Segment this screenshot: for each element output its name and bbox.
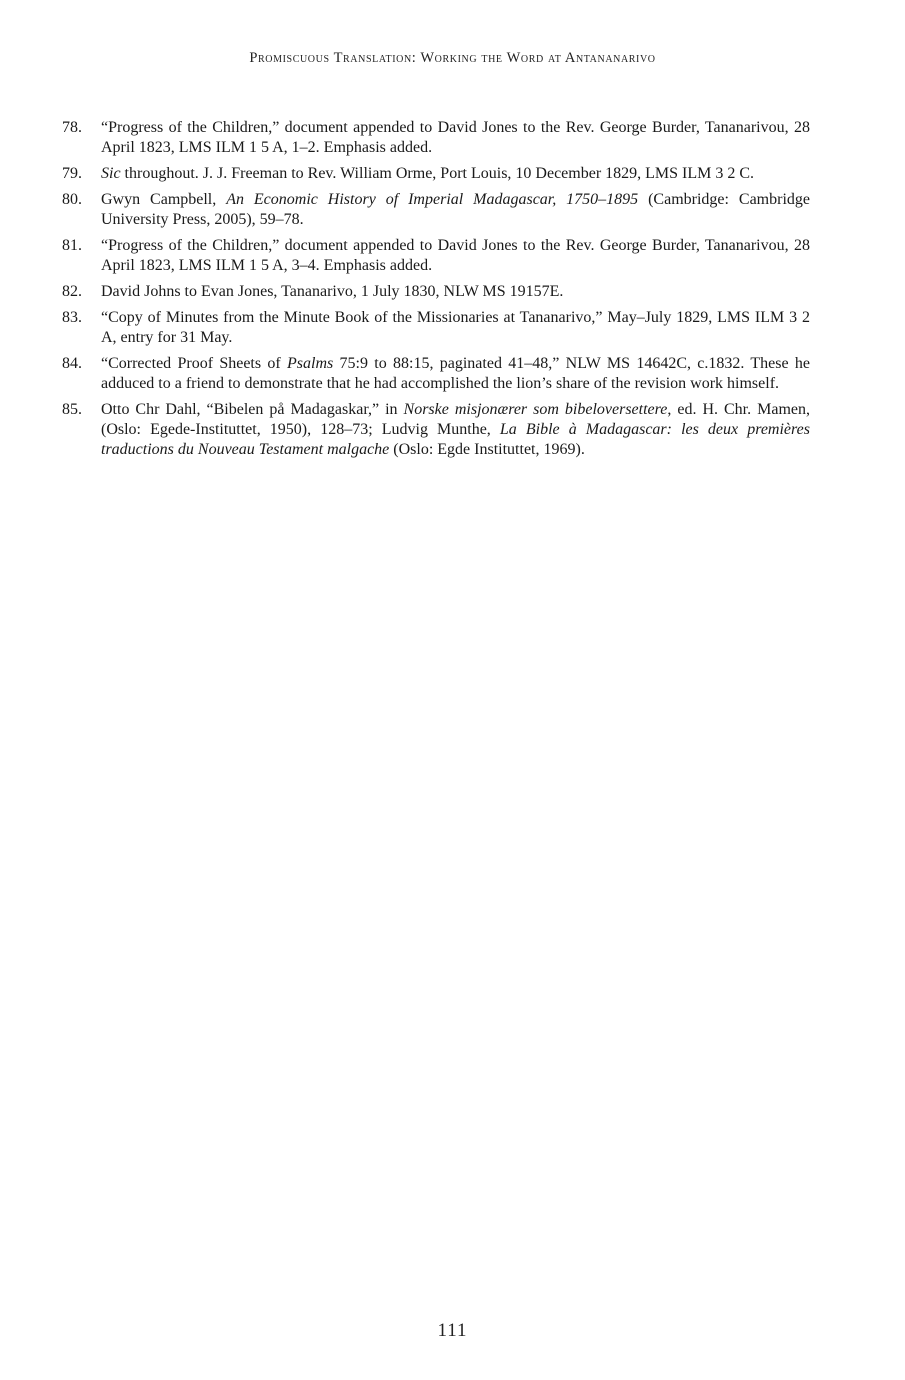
endnote-italic-segment: Norske misjonærer som bibeloversettere (403, 401, 668, 418)
endnote-text (101, 283, 563, 300)
endnote-segment: “Progress of the Children,” document appended to David Jones to the Rev. George Burder, Tananarivou, 28 April 1823, LMS ILM 1 5 A, 3–4. Emphasis added. (101, 237, 810, 274)
endnote-segment: (Oslo: Egde Instituttet, 1969). (389, 441, 585, 458)
endnote-number: 80. (62, 191, 82, 208)
endnote-segment: “Progress of the Children,” document appended to David Jones to the Rev. George Burder, Tananarivou, 28 April 1823, LMS ILM 1 5 A, 1–2. Emphasis added. (101, 119, 810, 156)
endnote-segment: Otto Chr Dahl, “Bibelen på Madagaskar,” in (101, 401, 404, 418)
endnote-italic-segment: Sic (101, 165, 121, 182)
endnotes-list (62, 118, 810, 466)
running-head: Promiscuous Translation: Working the Word at Antananarivo (249, 50, 656, 66)
endnote-segment: “Copy of Minutes from the Minute Book of the Missionaries at Tananarivo,” May–July 1829, LMS ILM 3 2 A, entry for 31 May. (101, 309, 810, 346)
endnote-text (101, 191, 810, 228)
endnote-number: 81. (62, 237, 82, 254)
endnote-text (101, 309, 810, 346)
endnote-text (101, 165, 754, 182)
endnote (62, 164, 810, 184)
endnote-segment: , ed. H. Chr. Mamen, (Oslo: Egede-Instituttet, 1950), 128–73; Ludvig Munthe, (101, 401, 810, 438)
endnote (62, 354, 810, 394)
endnote (62, 236, 810, 276)
endnote-segment: 75:9 to 88:15, paginated 41–48,” NLW MS 14642C, c.1832. These he adduced to a friend to demonstrate that he had accomplished the lion’s share of the revision work himself. (101, 355, 810, 392)
endnote-segment: Gwyn Campbell, (101, 191, 227, 208)
endnote-italic-segment: An Economic History of Imperial Madagascar, 1750–1895 (226, 191, 639, 208)
endnote-number: 84. (62, 355, 82, 372)
endnote (62, 282, 810, 302)
endnote-number: 85. (62, 401, 82, 418)
endnote (62, 118, 810, 158)
endnote-number: 78. (62, 119, 82, 136)
endnote-segment: “Corrected Proof Sheets of (101, 355, 288, 372)
page-number: 111 (437, 1320, 468, 1341)
endnote-text (101, 237, 810, 274)
endnote-text (101, 355, 810, 392)
endnote-italic-segment: Psalms (287, 355, 334, 372)
endnote-number: 83. (62, 309, 82, 326)
endnote-italic-segment: La Bible à Madagascar: les deux premières traductions du Nouveau Testament malgache (101, 421, 810, 458)
endnote-number: 79. (62, 165, 82, 182)
endnote-segment: throughout. J. J. Freeman to Rev. William Orme, Port Louis, 10 December 1829, LMS ILM 3 2 C. (120, 165, 755, 182)
endnote-segment: (Cambridge: Cambridge University Press, 2005), 59–78. (101, 191, 810, 228)
endnote-text (101, 401, 810, 458)
endnote (62, 400, 810, 460)
endnote-text (101, 119, 810, 156)
endnote-number: 82. (62, 283, 82, 300)
endnote-segment: David Johns to Evan Jones, Tananarivo, 1 July 1830, NLW MS 19157E. (101, 283, 564, 300)
endnote (62, 190, 810, 230)
endnote (62, 308, 810, 348)
